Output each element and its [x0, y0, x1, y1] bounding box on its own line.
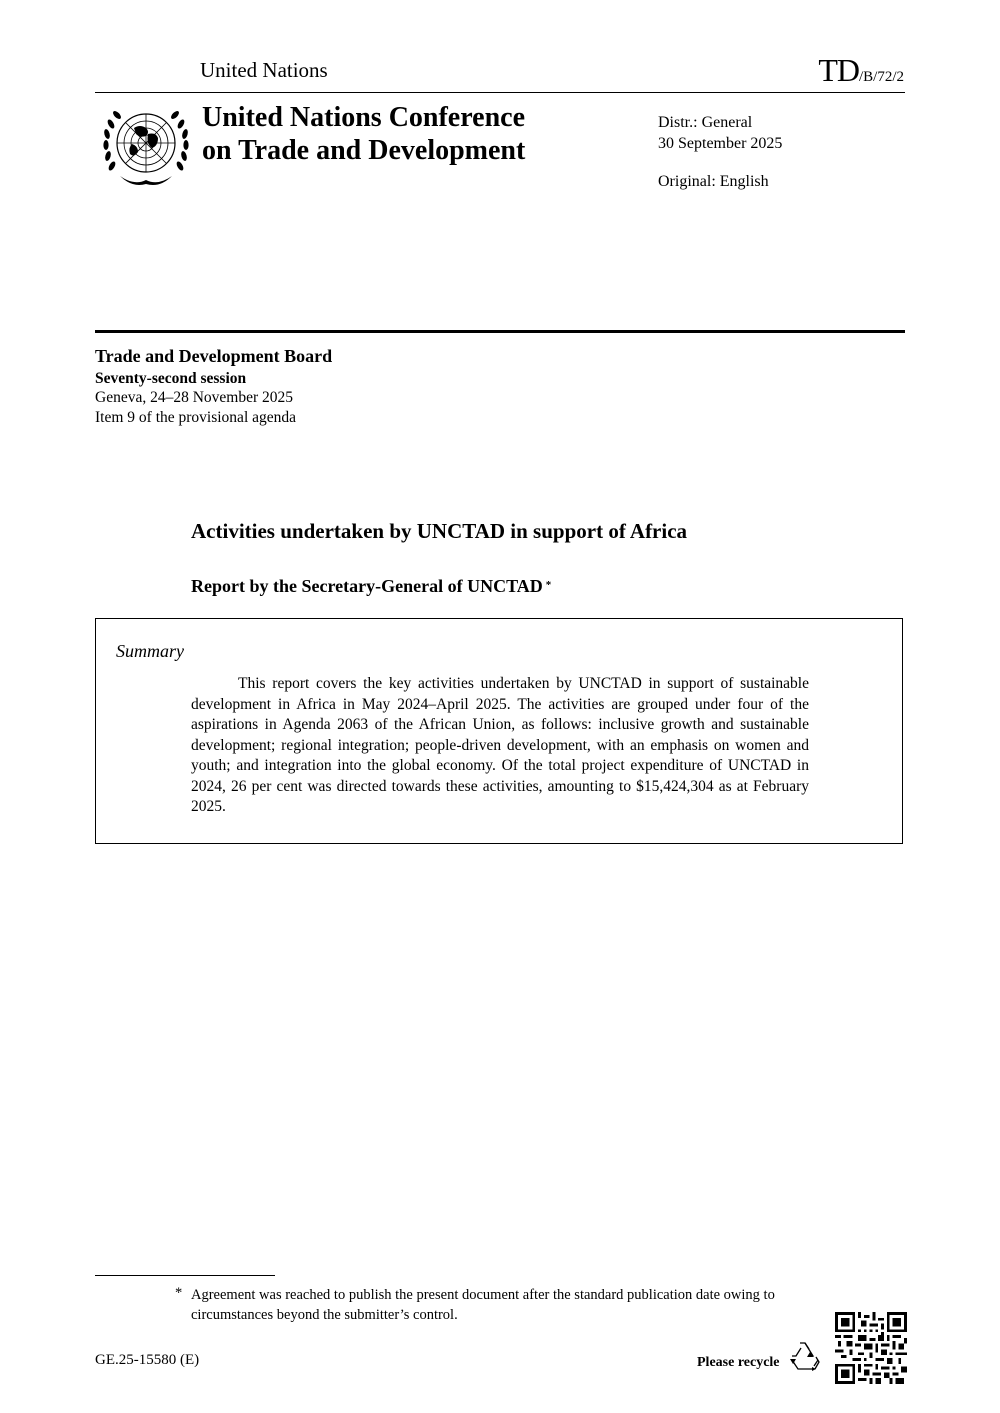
distribution-date: 30 September 2025 — [658, 135, 783, 152]
document-title: Activities undertaken by UNCTAD in support of Africa — [191, 519, 688, 543]
document-symbol-suffix: /B/72/2 — [858, 69, 904, 85]
qr-code-icon — [835, 1312, 907, 1384]
document-subtitle-text: Report by the Secretary-General of UNCTAD — [191, 576, 543, 596]
un-emblem-icon — [98, 100, 194, 190]
document-subtitle — [191, 576, 551, 597]
please-recycle-label: Please recycle — [697, 1355, 780, 1370]
original-language: Original: English — [658, 173, 769, 190]
organization-line-1: United Nations Conference — [202, 102, 526, 133]
organization-line-2: on Trade and Development — [202, 135, 526, 166]
distribution-type: Distr.: General — [658, 114, 753, 131]
session-name: Seventy-second session — [95, 370, 247, 387]
top-rule — [95, 92, 905, 93]
board-name: Trade and Development Board — [95, 346, 333, 366]
document-symbol — [818, 52, 904, 89]
footnote-rule — [95, 1275, 275, 1276]
agenda-item: Item 9 of the provisional agenda — [95, 409, 297, 426]
footnote-reference: * — [545, 579, 552, 591]
footnote-text: Agreement was reached to publish the present document after the standard publication date owing to circumstances beyond the submitter’s control. — [191, 1287, 775, 1323]
footnote-mark: * — [175, 1285, 183, 1301]
summary-paragraph: This report covers the key activities undertaken by UNCTAD in support of sustainable development in Africa in May 2024–April 2025. The activities are grouped under four of the aspirations in Agenda 2063 of the African Union, as follows: inclusive growth and sustainable development; regional integration; people-driven development, with an emphasis on women and youth; and integration into the global economy. Of the total project expenditure of UNCTAD in 2024, 26 per cent was directed towards these activities, amounting to $15,424,304 as at February 2025. — [191, 675, 809, 815]
session-venue: Geneva, 24–28 November 2025 — [95, 389, 294, 406]
distribution-block — [658, 112, 782, 154]
organization-name — [202, 101, 525, 167]
document-symbol-main: TD — [818, 52, 859, 88]
un-name: United Nations — [200, 58, 328, 82]
recycle-icon — [788, 1340, 822, 1372]
heavy-rule — [95, 330, 905, 333]
summary-heading: Summary — [116, 641, 184, 661]
job-number: GE.25-15580 (E) — [95, 1352, 200, 1368]
